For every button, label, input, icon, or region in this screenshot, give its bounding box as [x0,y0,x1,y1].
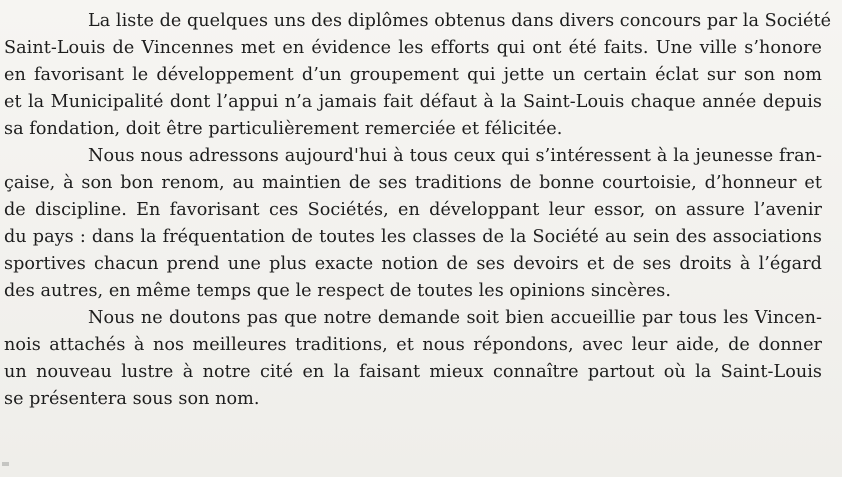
paragraph-3-line-4: se présentera sous son nom. [4,389,260,409]
paragraph-1-line-3: en favorisant le développement d’un groupement qui jette un certain éclat sur son nom [4,65,822,85]
paragraph-2-line-4: du pays : dans la fréquentation de toutes les classes de la Société au sein des associations [4,227,822,247]
paragraph-1-line-1: La liste de quelques uns des diplômes obtenus dans divers concours par la Société [88,11,832,31]
paragraph-2-line-2: çaise, à son bon renom, au maintien de ses traditions de bonne courtoisie, d’honneur et [4,173,822,193]
paragraph-2-line-1: Nous nous adressons aujourd'hui à tous ceux qui s’intéressent à la jeunesse fran- [88,146,822,166]
paragraph-2-line-3: de discipline. En favorisant ces Sociétés, en développant leur essor, on assure l’avenir [4,200,822,220]
paragraph-3-line-1: Nous ne doutons pas que notre demande soit bien accueillie par tous les Vincen- [88,308,822,328]
paragraph-1-line-2: Saint-Louis de Vincennes met en évidence les efforts qui ont été faits. Une ville s’honore [4,38,822,58]
paragraph-2-line-5: sportives chacun prend une plus exacte notion de ses devoirs et de ses droits à l’égard [4,254,822,274]
edge-mark [2,462,9,466]
paragraph-3-line-2: nois attachés à nos meilleures traditions, et nous répondons, avec leur aide, de donner [4,335,822,355]
paragraph-1-line-4: et la Municipalité dont l’appui n’a jamais fait défaut à la Saint-Louis chaque année depuis [4,92,822,112]
paragraph-2-line-6: des autres, en même temps que le respect de toutes les opinions sincères. [4,281,672,301]
paragraph-1-line-5: sa fondation, doit être particulièrement remerciée et félicitée. [4,119,563,139]
paragraph-3-line-3: un nouveau lustre à notre cité en la faisant mieux connaître partout où la Saint-Louis [4,362,822,382]
